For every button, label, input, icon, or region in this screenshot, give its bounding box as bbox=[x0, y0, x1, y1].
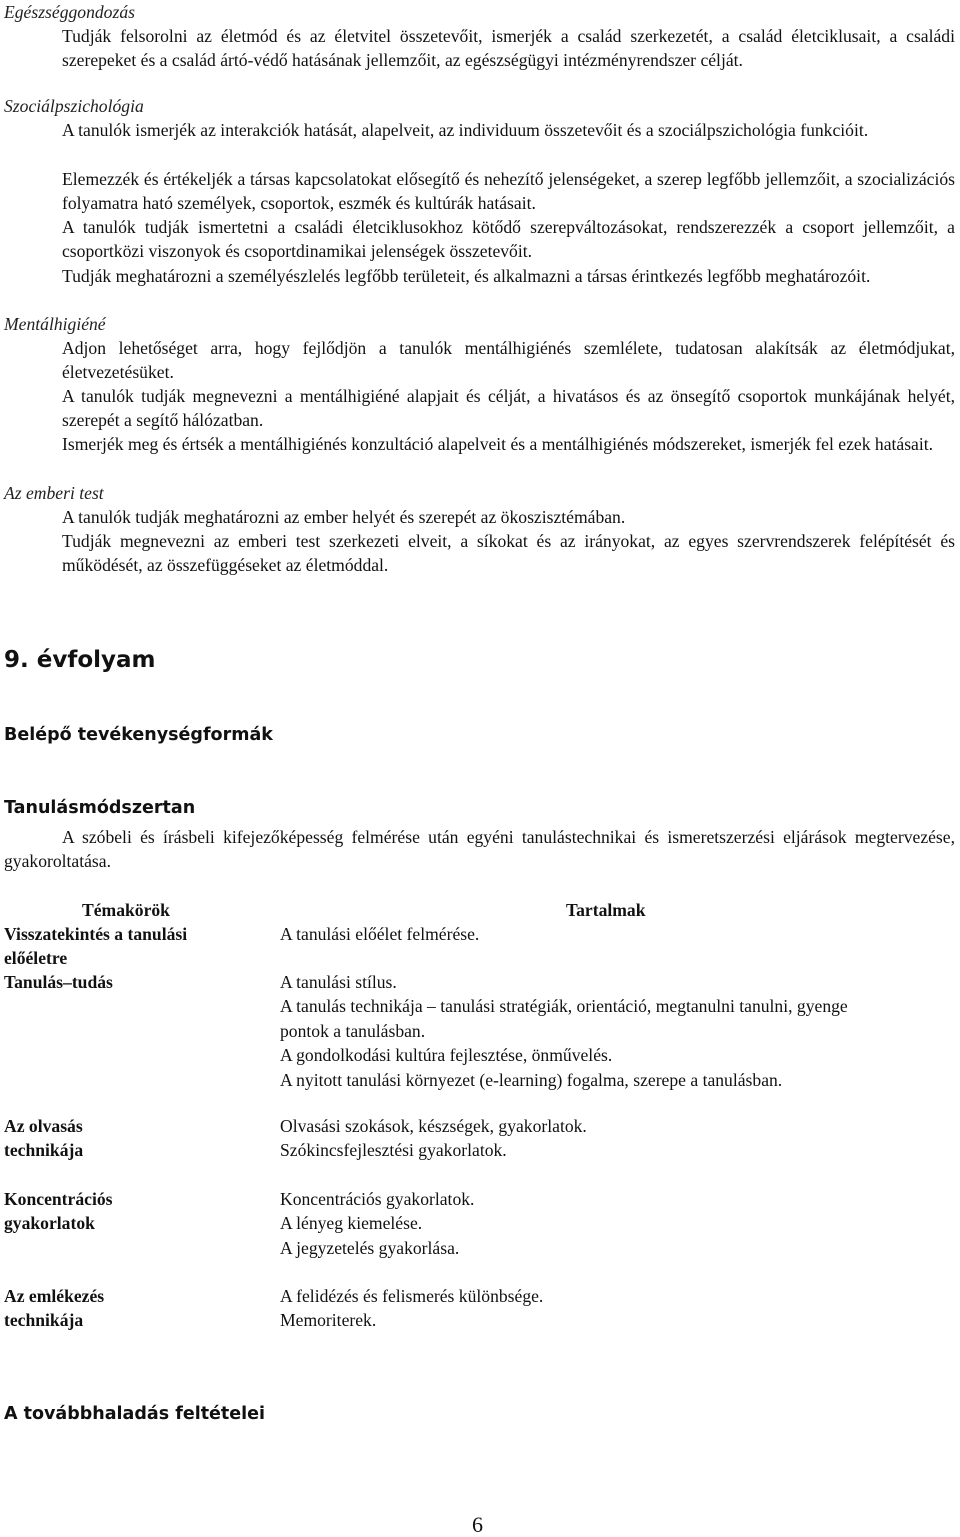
content-line: A lényeg kiemelése. bbox=[280, 1213, 423, 1234]
contents-cell bbox=[280, 922, 910, 946]
contents-cell bbox=[280, 1284, 910, 1333]
learning-method-paragraph: A szóbeli és írásbeli kifejezőképesség felmérése után egyéni tanulástechnikai és ismeretszerzési eljárások megtervezése, gyakoroltatása. bbox=[4, 827, 955, 872]
paragraph: Adjon lehetőséget arra, hogy fejlődjön a tanulók mentálhigiénés szemlélete, tudatosan alakítsák az életmódjukat, életvezetésüket. bbox=[62, 338, 955, 383]
learning-method-heading: Tanulásmódszertan bbox=[4, 798, 196, 818]
topic-cell: Tanulás–tudás bbox=[4, 972, 113, 992]
paragraph: A tanulók tudják ismertetni a családi életciklusokhoz kötődő szerepváltozásokat, rendszerezzék a csoport jellemzőit, a csoportközi viszonyok és csoportdinamikai jelenségek összetevőit. bbox=[62, 217, 955, 262]
section-title-szocialpszichologia: Szociálpszichológia bbox=[4, 96, 144, 116]
content-line: Memoriterek. bbox=[280, 1310, 377, 1331]
paragraph: Tudják megnevezni az emberi test szerkezeti elveit, a síkokat és az irányokat, az egyes szervrendszerek felépítését és működését, az összefüggéseket az életmóddal. bbox=[62, 531, 955, 576]
column-header-topics: Témakörök bbox=[82, 900, 170, 920]
topic-cell: Koncentrációs gyakorlatok bbox=[4, 1189, 113, 1234]
content-line: Koncentrációs gyakorlatok. bbox=[280, 1189, 475, 1209]
content-line: A felidézés és felismerés különbsége. bbox=[280, 1286, 544, 1306]
topic-cell: Visszatekintés a tanulási előéletre bbox=[4, 924, 188, 969]
content-line: Olvasási szokások, készségek, gyakorlatok. bbox=[280, 1116, 587, 1136]
content-line: A gondolkodási kultúra fejlesztése, önművelés. bbox=[280, 1045, 613, 1066]
content-line: Szókincsfejlesztési gyakorlatok. bbox=[280, 1140, 507, 1161]
grade-heading: 9. évfolyam bbox=[4, 647, 156, 673]
paragraph: A tanulók tudják megnevezni a mentálhigiéné alapjait és célját, a hivatásos és az önsegítő csoportok munkájának helyét, szerepét a segítő hálózatban. bbox=[62, 386, 955, 431]
paragraph: A tanulók tudják meghatározni az ember helyét és szerepét az ökoszisztémában. bbox=[62, 507, 626, 527]
paragraph: A tanulók ismerjék az interakciók hatását, alapelveit, az individuum összetevőit és a szociálpszichológia funkcióit. bbox=[62, 120, 869, 140]
content-line: A tanulási előélet felmérése. bbox=[280, 924, 480, 944]
section-title-egeszseggondozas: Egészséggondozás bbox=[4, 2, 135, 22]
content-line: A jegyzetelés gyakorlása. bbox=[280, 1237, 460, 1258]
topic-cell: Az olvasás technikája bbox=[4, 1116, 84, 1161]
paragraph: Ismerjék meg és értsék a mentálhigiénés konzultáció alapelveit és a mentálhigiénés módszereket, ismerjék fel ezek hatásait. bbox=[62, 434, 934, 454]
page-number: 6 bbox=[472, 1512, 483, 1537]
contents-cell bbox=[280, 970, 910, 1092]
contents-cell bbox=[280, 1187, 910, 1260]
entry-activities-heading: Belépő tevékenységformák bbox=[4, 725, 273, 745]
column-header-contents: Tartalmak bbox=[566, 900, 646, 920]
contents-cell bbox=[280, 1114, 910, 1163]
progress-conditions-heading: A továbbhaladás feltételei bbox=[4, 1404, 266, 1424]
topic-cell: Az emlékezés technikája bbox=[4, 1286, 105, 1331]
paragraph: Tudják meghatározni a személyészlelés legfőbb területeit, és alkalmazni a társas érintkezés legfőbb meghatározóit. bbox=[62, 266, 871, 286]
section-title-mentalhigiene: Mentálhigiéné bbox=[4, 314, 106, 334]
paragraph: Elemezzék és értékeljék a társas kapcsolatokat elősegítő és nehezítő jelenségeket, a szerep legfőbb jellemzőit, a szocializációs folyamatra ható személyek, csoportok, eszmék és kultúrák hatásait. bbox=[62, 169, 955, 214]
section-title-emberi-test: Az emberi test bbox=[4, 483, 104, 503]
content-line: A tanulás technikája – tanulási stratégiák, orientáció, megtanulni tanulni, gyenge pontok a tanulásban. bbox=[280, 996, 848, 1041]
content-line: A tanulási stílus. bbox=[280, 972, 397, 992]
content-line: A nyitott tanulási környezet (e-learning) fogalma, szerepe a tanulásban. bbox=[280, 1069, 783, 1090]
paragraph: Tudják felsorolni az életmód és az életvitel összetevőit, ismerjék a család szerkezetét, a család életciklusait, a családi szerepeket és a család ártó-védő hatásának jellemzőit, az egészségügyi intézményrendszer célját. bbox=[62, 26, 955, 71]
